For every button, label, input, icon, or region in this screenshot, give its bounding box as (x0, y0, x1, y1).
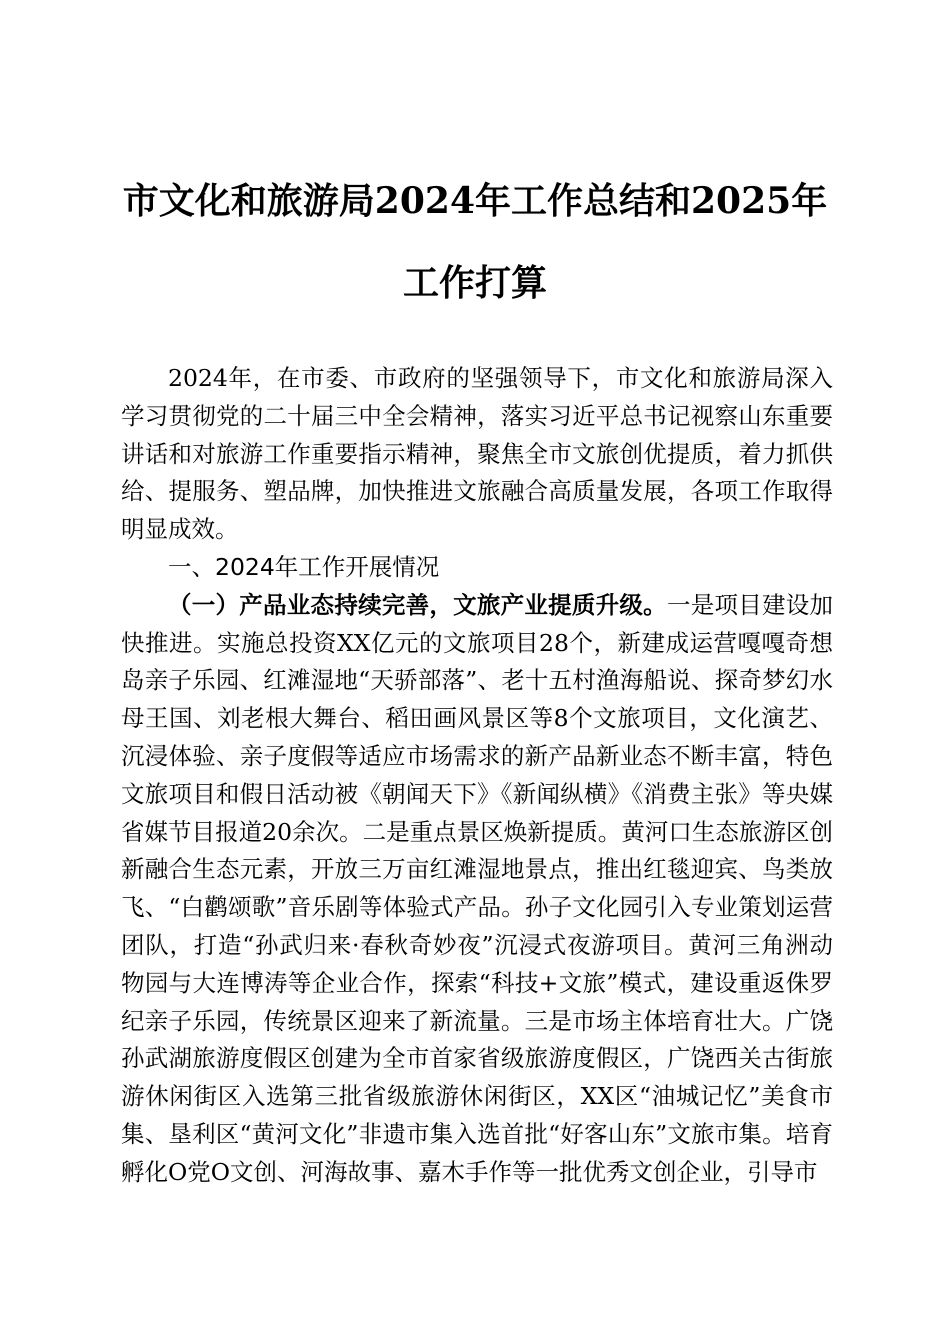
document-body (121, 360, 833, 1192)
section-heading: 一、2024年工作开展情况 (168, 552, 440, 581)
document-title: 市文化和旅游局2024年工作总结和2025年工作打算 (122, 180, 828, 304)
subsection-paragraph (121, 587, 833, 1192)
subsection-body: 一是项目建设加快推进。实施总投资XX亿元的文旅项目28个，新建成运营嘎嘎奇想岛亲子乐园、红滩湿地“天骄部落”、老十五村渔海船说、探奇梦幻水母王国、刘老根大舞台、稻田画风景区等8个文旅项目，文化演艺、沉浸体验、亲子度假等适应市场需求的新产品新业态不断丰富，特色文旅项目和假日活动被《朝闻天下》《新闻纵横》《消费主张》等央媒省媒节目报道20余次。二是重点景区焕新提质。黄河口生态旅游区创新融合生态元素，开放三万亩红滩湿地景点，推出红毯迎宾、鸟类放飞、“白鹳颂歌”音乐剧等体验式产品。孙子文化园引入专业策划运营团队，打造“孙武归来·春秋奇妙夜”沉浸式夜游项目。黄河三角洲动物园与大连博涛等企业合作，探索“科技+文旅”模式，建设重返侏罗纪亲子乐园，传统景区迎来了新流量。三是市场主体培育壮大。广饶孙武湖旅游度假区创建为全市首家省级旅游度假区，广饶西关古街旅游休闲街区入选第三批省级旅游休闲街区，XX区“油城记忆”美食市集、垦利区“黄河文化”非遗市集入选首批“好客山东”文旅市集。培育孵化O党O文创、河海故事、嘉木手作等一批优秀文创企业，引导市 (121, 590, 834, 1186)
subsection-heading: （一）产品业态持续完善，文旅产业提质升级。 (168, 590, 667, 619)
intro-paragraph: 2024年，在市委、市政府的坚强领导下，市文化和旅游局深入学习贯彻党的二十届三中全会精神，落实习近平总书记视察山东重要讲话和对旅游工作重要指示精神，聚焦全市文旅创优提质，着力抓供给、提服务、塑品牌，加快推进文旅融合高质量发展，各项工作取得明显成效。 (121, 364, 833, 544)
